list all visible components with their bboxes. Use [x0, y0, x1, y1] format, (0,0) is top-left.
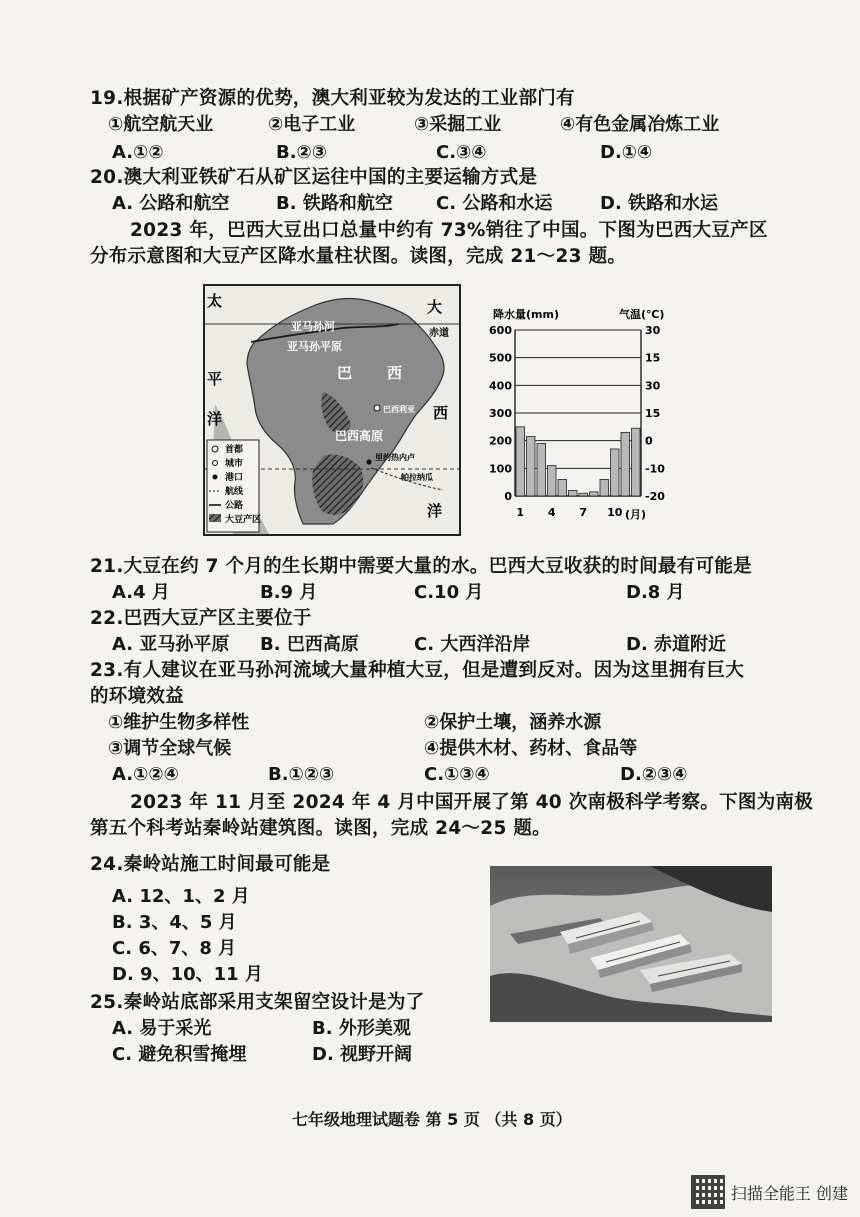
legend-label-5: 大豆产区: [225, 515, 262, 525]
q19-option-d: D.①④: [600, 142, 653, 163]
chart-xtick-label: 7: [579, 506, 588, 519]
q21-option-a: A.4 月: [112, 582, 170, 603]
scanner-watermark: [691, 1175, 848, 1209]
legend-symbol-0: [212, 446, 218, 452]
chart-y2label: 气温(℃): [619, 308, 665, 321]
q23-item-4: ④提供木材、药材、食品等: [424, 738, 638, 759]
map-label-yang-right: 洋: [427, 502, 443, 520]
map-label-xi2: 西: [387, 364, 403, 382]
brazil-map-svg: [203, 284, 461, 536]
map-label-ba: 巴: [337, 364, 353, 382]
chart-ytick-label: 200: [489, 434, 512, 448]
intro1-line1: 2023 年，巴西大豆出口总量中约有 73%销往了中国。下图为巴西大豆产区: [130, 220, 768, 241]
q25-option-a: A. 易于采光: [112, 1018, 212, 1039]
q23-option-c: C.①③④: [424, 764, 490, 785]
q21-option-c: C.10 月: [414, 582, 484, 603]
q19-stem: 19.根据矿产资源的优势，澳大利亚较为发达的工业部门有: [90, 88, 575, 109]
chart-xtick-label: 4: [547, 506, 556, 519]
chart-ytick-label: 500: [489, 351, 512, 365]
legend-label-2: 港口: [225, 473, 244, 483]
legend-label-3: 航线: [225, 487, 244, 497]
q20-option-d: D. 铁路和水运: [600, 193, 719, 214]
q21-option-b: B.9 月: [260, 582, 318, 603]
chart-ytick-label: 0: [504, 490, 512, 503]
brasilia-capital-marker: [374, 405, 380, 411]
chart-ytick-label: 600: [489, 324, 512, 337]
q23-item-2: ②保护土壤，涵养水源: [424, 712, 602, 733]
map-label-brazil-plateau: 巴西高原: [335, 429, 384, 443]
q19-option-b: B.②③: [276, 142, 328, 163]
chart-bar-month-9: [600, 479, 609, 496]
chart-y2tick-label: 15: [645, 407, 661, 420]
qinling-station-svg: [490, 866, 772, 1022]
q23-stem-line2: 的环境效益: [90, 686, 185, 707]
q20-option-a: A. 公路和航空: [112, 193, 230, 214]
chart-y2tick-label: 30: [645, 324, 661, 337]
chart-bars: [516, 427, 640, 496]
q23-item-3: ③调节全球气候: [108, 738, 232, 759]
q24-option-c: C. 6、7、8 月: [112, 938, 237, 959]
chart-xtick-label: 1: [516, 506, 525, 519]
chart-xunit: (月): [625, 508, 647, 521]
q20-option-b: B. 铁路和航空: [276, 193, 393, 214]
q22-option-c: C. 大西洋沿岸: [414, 634, 531, 655]
q20-option-c: C. 公路和水运: [436, 193, 553, 214]
chart-bar-month-1: [516, 427, 525, 496]
q22-option-b: B. 巴西高原: [260, 634, 359, 655]
chart-bar-month-8: [590, 492, 599, 496]
q21-stem: 21.大豆在约 7 个月的生长期中需要大量的水。巴西大豆收获的时间最有可能是: [90, 556, 752, 577]
page-footer: 七年级地理试题卷 第 5 页 （共 8 页）: [292, 1110, 572, 1129]
q25-option-d: D. 视野开阔: [312, 1044, 413, 1065]
q24-stem: 24.秦岭站施工时间最可能是: [90, 854, 331, 875]
chart-y2tick-label: 15: [645, 351, 661, 365]
q23-option-d: D.②③④: [620, 764, 688, 785]
chart-bar-month-10: [611, 449, 620, 496]
chart-bar-month-12: [632, 428, 641, 496]
q19-item-1: ①航空航天业: [108, 114, 214, 135]
precipitation-chart-svg: [487, 300, 677, 540]
chart-y2tick-label: 30: [645, 379, 661, 393]
q24-option-b: B. 3、4、5 月: [112, 912, 237, 933]
intro2-line1: 2023 年 11 月至 2024 年 4 月中国开展了第 40 次南极科学考察。下图为南极: [130, 792, 814, 813]
q22-stem: 22.巴西大豆产区主要位于: [90, 608, 312, 629]
scanner-watermark-text: 扫描全能王 创建: [730, 1183, 848, 1203]
q22-option-a: A. 亚马孙平原: [112, 634, 230, 655]
q23-option-b: B.①②③: [268, 764, 335, 785]
map-label-equator: 赤道: [429, 328, 449, 339]
qr-code-icon: [691, 1175, 725, 1209]
precipitation-chart: [487, 300, 677, 540]
q21-option-d: D.8 月: [626, 582, 685, 603]
legend-label-4: 公路: [225, 501, 244, 511]
chart-y2tick-label: -20: [645, 490, 665, 503]
chart-y2tick-label: -10: [645, 462, 665, 476]
q19-option-a: A.①②: [112, 142, 164, 163]
chart-bar-month-2: [527, 437, 536, 496]
legend-symbol-5: [209, 514, 221, 522]
rio-city-marker: [366, 459, 371, 464]
chart-xticks: [516, 506, 622, 519]
q23-option-a: A.①②④: [112, 764, 179, 785]
brazil-soy-map: [203, 284, 461, 536]
chart-bar-month-5: [558, 479, 567, 496]
q25-stem: 25.秦岭站底部采用支架留空设计是为了: [90, 992, 425, 1013]
map-label-brasilia: 巴西利亚: [383, 405, 415, 414]
chart-bar-month-4: [548, 466, 557, 496]
map-label-rio: 里约热内卢: [375, 453, 415, 462]
chart-bar-month-7: [579, 493, 588, 496]
map-label-amazon-river: 亚马孙河: [291, 320, 335, 333]
chart-y2tick-label: 0: [645, 434, 653, 448]
chart-ytick-label: 300: [489, 407, 512, 420]
q19-item-3: ③采掘工业: [414, 114, 502, 135]
chart-bar-month-11: [621, 432, 630, 496]
chart-bar-month-3: [537, 443, 546, 496]
map-label-tai: 太: [207, 292, 223, 310]
legend-label-0: 首都: [225, 445, 244, 455]
chart-yticks: [489, 324, 512, 503]
qinling-station-photo: [490, 866, 772, 1022]
intro1-line2: 分布示意图和大豆产区降水量柱状图。读图，完成 21～23 题。: [90, 246, 627, 267]
chart-xtick-label: 10: [607, 506, 623, 519]
q25-option-b: B. 外形美观: [312, 1018, 411, 1039]
map-label-da: 大: [427, 298, 443, 316]
q19-item-2: ②电子工业: [268, 114, 356, 135]
legend-symbol-2: [213, 475, 218, 480]
map-label-ping: 平: [207, 370, 223, 388]
q20-stem: 20.澳大利亚铁矿石从矿区运往中国的主要运输方式是: [90, 167, 538, 188]
intro2-line2: 第五个科考站秦岭站建筑图。读图，完成 24～25 题。: [90, 818, 551, 839]
q19-option-c: C.③④: [436, 142, 487, 163]
q24-option-a: A. 12、1、2 月: [112, 886, 250, 907]
map-label-yang-left: 洋: [207, 410, 223, 428]
chart-ylabel: 降水量(mm): [493, 308, 559, 321]
chart-ytick-label: 100: [489, 462, 512, 476]
map-label-port: 帕拉纳瓜: [401, 473, 433, 482]
q25-option-c: C. 避免积雪掩埋: [112, 1044, 247, 1065]
chart-y2ticks: [645, 324, 665, 503]
q19-item-4: ④有色金属冶炼工业: [560, 114, 720, 135]
chart-ytick-label: 400: [489, 379, 512, 393]
map-label-xi: 西: [433, 404, 449, 422]
q23-stem-line1: 23.有人建议在亚马孙河流域大量种植大豆，但是遭到反对。因为这里拥有巨大: [90, 660, 745, 681]
q23-item-1: ①维护生物多样性: [108, 712, 250, 733]
q22-option-d: D. 赤道附近: [626, 634, 727, 655]
map-label-amazon-plain: 亚马孙平原: [287, 340, 342, 353]
chart-bar-month-6: [569, 490, 578, 496]
legend-label-1: 城市: [225, 459, 244, 469]
q24-option-d: D. 9、10、11 月: [112, 964, 263, 985]
